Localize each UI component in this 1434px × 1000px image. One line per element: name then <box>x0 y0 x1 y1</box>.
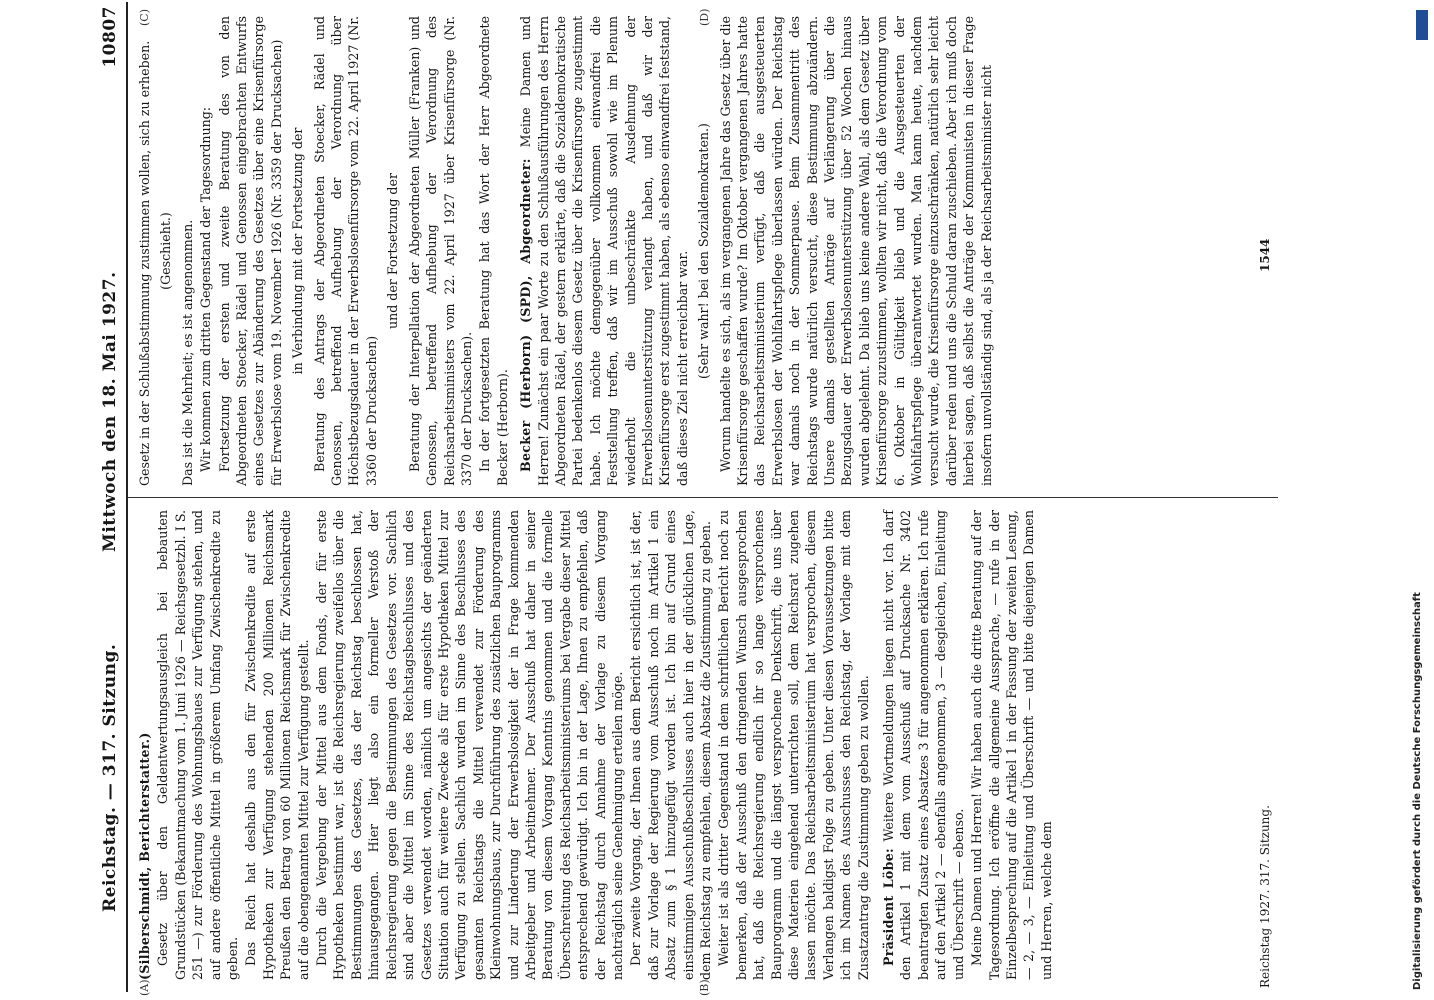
margin-mark-a: (A) <box>138 979 151 996</box>
paragraph: Durch die Vergebung der Mittel aus dem Fonds, der für erste Hypotheken bestimmt war, ist die Reichsregierung zweifellos über die Bestimmungen des Gesetzes, das der Reichstag beschlossen hat, hinausgegangen. Hier liegt also ein formeller Verstoß der Reichsregierung gegen die Bestimmungen des Gesetzes vor. Sachlich sind aber die Mittel im Sinne des Reichstagsbeschlusses und des Gesetzes verwendet worden, nämlich um angesichts der geänderten Situation auch für weitere Zwecke als für erste Hypotheken Mittel zur Verfügung zu stellen. Sachlich wurden im Sinne des Beschlusses des gesamten Reichstags die Mittel verwendet zur Förderung des Kleinwohnungsbaus, zur Durchführung des zusätzlichen Bauprogramms und zur Linderung der Erwerbslosigkeit der in Frage kommenden Arbeitgeber und Arbeitnehmer. Der Ausschuß hat daher in seiner Beratung von diesem Vorgang Kenntnis genommen und die formelle Überschreitung des Reichsarbeitsministeriums bei Vergabe dieser Mittel entsprechend gewürdigt. Ich bin in der Lage, Ihnen zu empfehlen, daß der Reichstag durch Annahme der Vorlage zu diesem Vorgang nachträglich seine Genehmigung erteilen möge. <box>314 510 625 980</box>
column-divider <box>128 497 1278 498</box>
dfg-logo <box>1408 10 1428 40</box>
margin-mark-b: (B) <box>698 979 711 996</box>
digitization-note <box>1408 10 1432 990</box>
agenda-connector: in Verbindung mit der Fortsetzung der <box>290 127 306 375</box>
header-session: Reichstag. — 317. Sitzung. <box>100 643 120 912</box>
paragraph: Meine Damen und Herren! Wir haben auch die dritte Beratung auf der Tagesordnung. Ich eröffne die allgemeine Aussprache, — rufe in der Einzelbesprechung auf die Artikel 1 in der Fassung der zweiten Lesung, — 2, — 3, — Einleitung und Überschrift — und bitte diejenigen Damen und Herren, welche dem <box>969 510 1054 980</box>
paragraph: In der fortgesetzten Beratung hat das Wort der Herr Abgeordnete Becker (Herborn). <box>477 16 510 486</box>
document-page <box>98 2 1408 996</box>
margin-mark-d: (D) <box>698 8 711 26</box>
stage-direction: (Geschieht.) <box>158 212 174 290</box>
rotated-page <box>98 6 1408 996</box>
paragraph: Worum handelte es sich, als im vergangenen Jahre das Gesetz über die Krisenfürsorge geschaffen wurde? Im Oktober vergangenen Jahres hatte das Reichsarbeitsministerium verfügt, daß die ausgesteuerten Erwerbslosen der Wohlfahrtspflege überlassen würden. Der Reichstag war damals noch in der Sommerpause. Beim Zusammentritt des Reichstags wurde natürlich versucht, diese Bestimmung abzuändern. Unsere damals gestellten Anträge auf Verlängerung über die Bezugsdauer der Erwerbslosenunterstützung über 52 Wochen hinaus wurden abgelehnt. Da blieb uns keine andere Wahl, als dem Gesetz über Krisenfürsorge zuzustimmen, wollten wir nicht, daß die Verordnung vom 6. Oktober in Gültigkeit blieb und die Ausgesteuerten der Wohlfahrtspflege überantwortet wurden. Man kann heute, nachdem versucht wurde, die Krisenfürsorge einzuschränken, natürlich sehr leicht darüber reden und uns die Schuld daran zuschieben. Aber ich muß doch hierbei sagen, daß selbst die Anträge der Kommunisten in dieser Frage insofern unvollständig sind, als ja der Reichsarbeitsminister nicht <box>717 16 994 486</box>
speaker-head: (Silberschmidt, Berichterstatter.) <box>137 732 152 980</box>
agenda-item: Beratung der Interpellation der Abgeordneten Müller (Franken) und Genossen, betreffend Aufhebung der Verordnung des Reichsarbeitsministers vom 22. April 1927 über Krisenfürsorge (Nr. 3370 der Drucksachen). <box>406 16 474 486</box>
becker-remark: Meine Damen und Herren! Zunächst ein paar Worte zu den Schlußausführungen des Herrn Abgeordneten Rädel, der gestern erklärte, daß die Sozialdemokratische Partei bedenkenlos diesem Gesetz über die Krisenfürsorge zugestimmt habe. Ich möchte demgegenüber vollkommen einwandfrei die Feststellung treffen, daß wir im Ausschuß sowohl wie im Plenum wiederholt die unbeschränkte Ausdehnung der Erwerbslosenunterstützung verlangt haben, und daß wir der Krisenfürsorge erst zugestimmt haben, als ebenso einwandfrei feststand, daß dieses Ziel nicht erreichbar war. <box>518 15 690 486</box>
paragraph: Gesetz in der Schlußabstimmung zustimmen wollen, sich zu erheben. <box>137 40 152 486</box>
dfg-credit-text: Digitalisierung gefördert durch die Deutsche Forschungsgemeinschaft <box>1412 592 1423 990</box>
left-column <box>136 510 1056 980</box>
paragraph: Das Reich hat deshalb aus den für Zwischenkredite auf erste Hypotheken zur Verfügung stehenden 200 Millionen Reichsmark Preußen den Betrag von 60 Millionen Reichsmark für Zwischenkredite auf die obengenannten Mittel zur Verfügung gestellt. <box>243 510 311 980</box>
footer-session: Reichstag 1927. 317. Sitzung. <box>1258 805 1272 988</box>
stage-direction: (Sehr wahr! bei den Sozialdemokraten.) <box>696 123 712 379</box>
speaker-president: Präsident Löbe: <box>881 847 897 966</box>
president-remark: Weitere Wortmeldungen liegen nicht vor. Ich darf den Artikel 1 mit dem vom Ausschuß auf Drucksache Nr. 3402 beantragten Zusatz eines Absatzes 3 für angenommen erklären. Ich rufe auf den Artikel 2 — ebenfalls angenommen, 3 — desgleichen, Einleitung und Überschrift — ebenso. <box>881 510 966 980</box>
dfg-logo-text: DFG <box>1408 23 1417 40</box>
agenda-connector: und der Fortsetzung der <box>385 173 401 329</box>
margin-mark-c: (C) <box>138 9 151 26</box>
speaker-becker: Becker (Herborn) (SPD), Abgeordneter: <box>518 158 534 472</box>
paragraph: Gesetz über den Geldentwertungsausgleich bei bebauten Grundstücken (Bekanntmachung vom 1. Juni 1926 — Reichsgesetzbl. I S. 251 —) zur Förderung des Wohnungsbaues zur Verfügung stehen, und auf andere öffentliche Mittel in größerem Umfang Zwischenkredite zu geben. <box>155 510 241 980</box>
right-column <box>136 16 996 486</box>
agenda-item: Beratung des Antrags der Abgeordneten Stoecker, Rädel und Genossen, betreffend Aufhebung der Verordnung über Höchstbezugsdauer in der Erwerbslosenfürsorge vom 22. April 1927 (Nr. 3360 der Drucksachen) <box>311 16 379 486</box>
page-header <box>98 2 124 992</box>
paragraph: Der zweite Vorgang, der Ihnen aus dem Bericht ersichtlich ist, ist der, daß zur Vorlage der Regierung vom Ausschuß noch im Artikel 1 ein Absatz zum § 1 hinzugefügt worden ist. Ich bin auf Grund eines einstimmigen Ausschußbeschlusses auch hier in der glücklichen Lage, dem Reichstag zu empfehlen, diesem Absatz die Zustimmung zu geben. <box>628 510 713 980</box>
header-date: Mittwoch den 18. Mai 1927. <box>100 271 120 552</box>
footer-signature: 1544 <box>1258 238 1272 272</box>
page-number: 10807 <box>100 6 120 68</box>
agenda-item: Fortsetzung der ersten und zweite Beratung des von den Abgeordneten Stoecker, Rädel und Genossen eingebrachten Entwurfs eines Gesetzes zur Abänderung des Gesetzes über eine Krisenfürsorge für Erwerbslose vom 19. November 1926 (Nr. 3359 der Drucksachen) <box>216 16 284 486</box>
paragraph: Wir kommen zum dritten Gegenstand der Tagesordnung: <box>198 106 214 472</box>
paragraph: Das ist die Mehrheit; es ist angenommen. <box>179 219 195 486</box>
paragraph: Weiter ist als dritter Gegenstand in dem schriftlichen Bericht noch zu bemerken, daß der Ausschuß den dringenden Wunsch ausgesprochen hat, daß die Reichsregierung endlich ihr so lange versprochenes Bauprogramm und die längst versprochene Denkschrift, die uns über diese Materien eingehend unterrichten soll, dem Reichsrat zugehen lassen möchte. Das Reichsarbeitsministerium hat versprochen, diesem Verlangen baldigst Folge zu geben. Unter diesen Voraussetzungen bitte ich im Namen des Ausschusses den Reichstag, der Vorlage mit dem Zusatzantrag die Zustimmung geben zu wollen. <box>716 510 871 980</box>
